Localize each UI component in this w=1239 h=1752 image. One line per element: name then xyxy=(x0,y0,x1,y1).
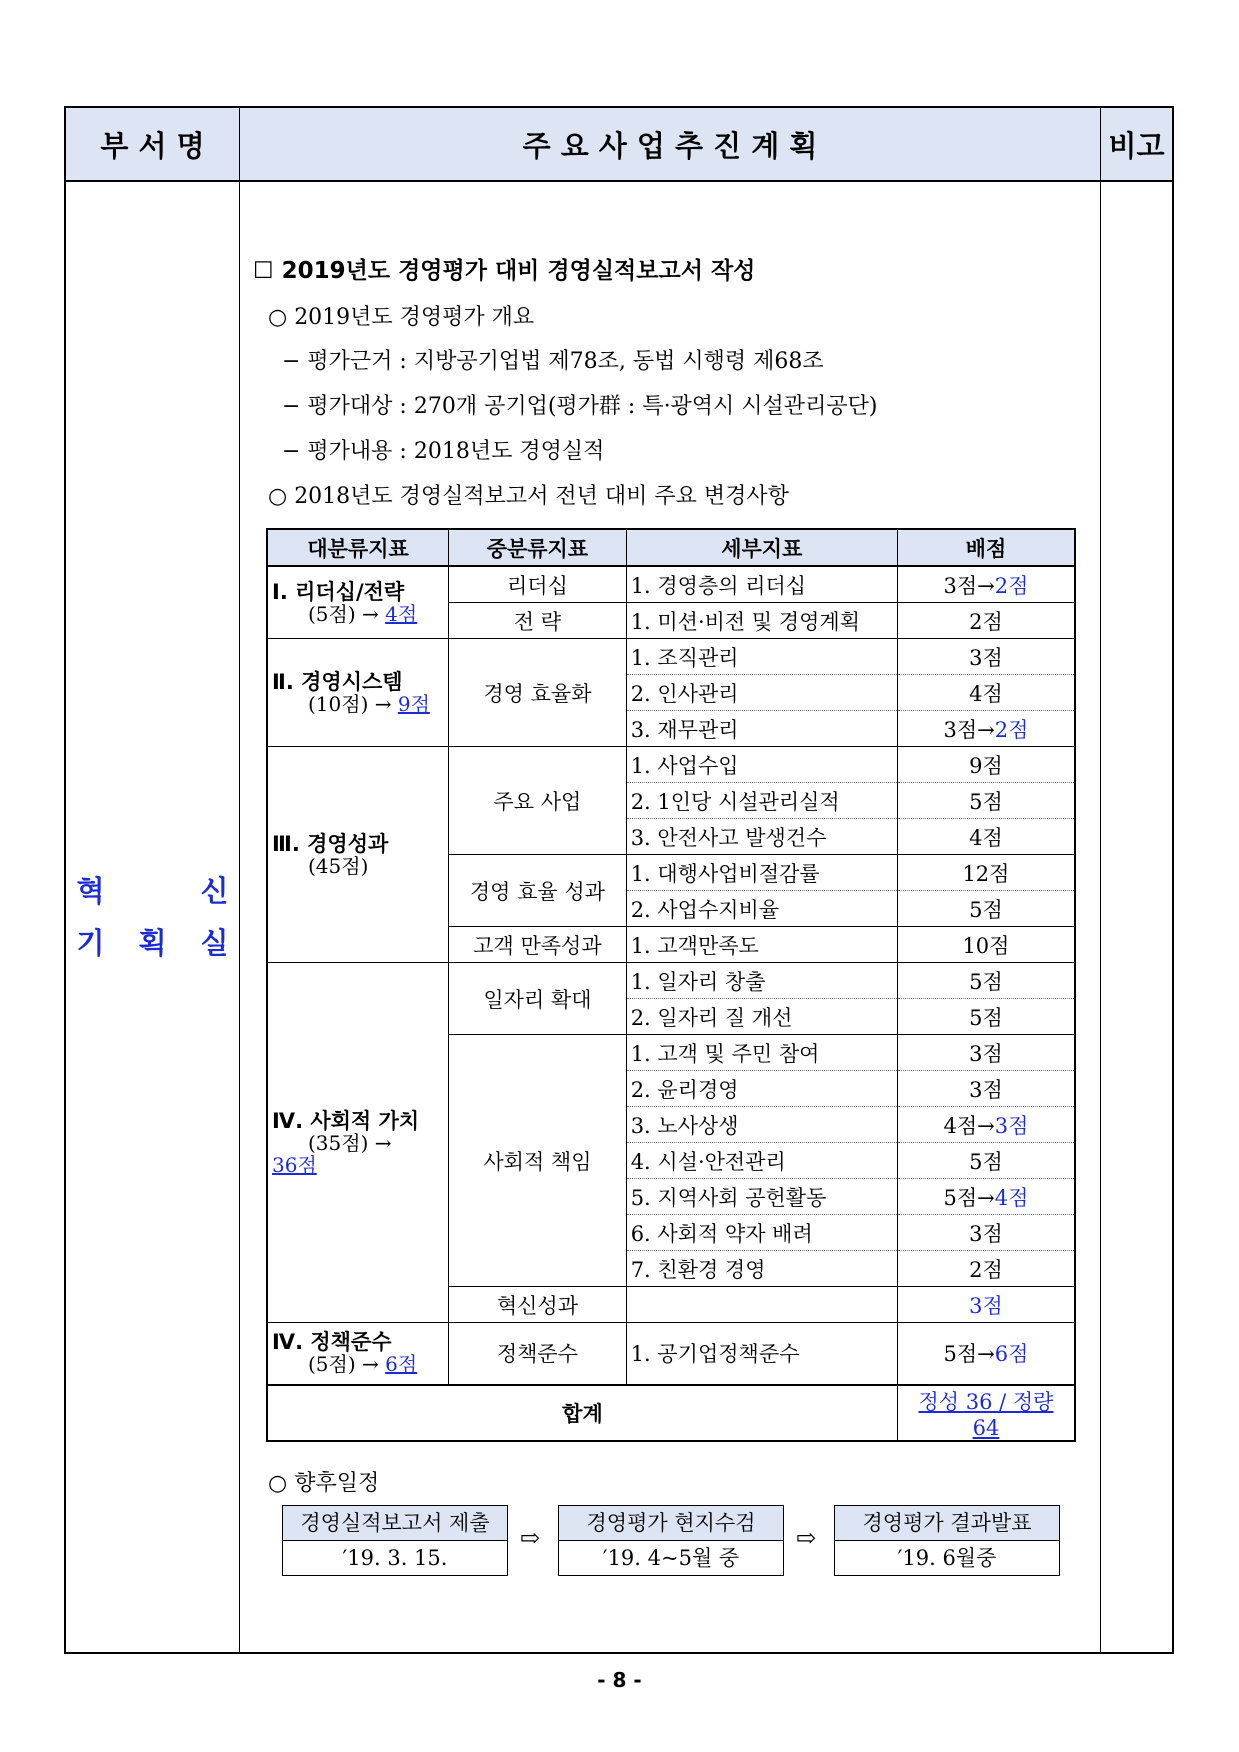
score: 2점 xyxy=(897,603,1075,639)
total-label: 합계 xyxy=(267,1385,897,1441)
total-value: 정성 36 / 정량 64 xyxy=(897,1385,1075,1441)
header-note: 비고 xyxy=(1108,128,1165,163)
table-row xyxy=(267,747,1075,783)
category-score: (5점) → xyxy=(308,601,386,626)
table-row xyxy=(267,566,1075,603)
category-name: Ⅱ. 경영시스템 xyxy=(272,669,403,694)
category-score: (45점) xyxy=(308,853,369,878)
dept-name xyxy=(66,180,239,1654)
score: 4점→ xyxy=(943,1113,995,1138)
score-new: 4점 xyxy=(994,1185,1029,1210)
detail-indicator: 3. 노사상생 xyxy=(626,1107,897,1143)
detail-indicator: 2. 1인당 시설관리실적 xyxy=(626,783,897,819)
mid-indicator: 경영 효율화 xyxy=(449,639,627,747)
score: 9점 xyxy=(897,747,1075,783)
dept-char: 기 xyxy=(76,926,105,960)
score: 3점 xyxy=(897,639,1075,675)
score: 4점 xyxy=(897,819,1075,855)
step-label: 경영실적보고서 제출 xyxy=(283,1506,507,1541)
score-new: 6점 xyxy=(994,1342,1029,1367)
mid-indicator: 고객 만족성과 xyxy=(449,927,627,963)
category-name: Ⅲ. 경영성과 xyxy=(272,831,389,856)
schedule-step xyxy=(282,1505,508,1576)
category-score: (10점) → xyxy=(308,691,398,716)
detail-indicator: 1. 대행사업비절감률 xyxy=(626,855,897,891)
detail-indicator: 1. 고객만족도 xyxy=(626,927,897,963)
detail-indicator: 1. 고객 및 주민 참여 xyxy=(626,1035,897,1071)
category-score-new: 9점 xyxy=(397,691,430,716)
score: 5점→ xyxy=(943,1342,995,1367)
score: 5점 xyxy=(897,999,1075,1035)
detail-indicator: 2. 일자리 질 개선 xyxy=(626,999,897,1035)
detail-indicator: 1. 조직관리 xyxy=(626,639,897,675)
mid-indicator: 일자리 확대 xyxy=(449,963,627,1035)
score: 3점 xyxy=(897,1071,1075,1107)
page-number: - 8 - xyxy=(597,1668,642,1692)
arrow-right-icon: ⇨ xyxy=(520,1524,541,1552)
score-new: 2점 xyxy=(994,717,1029,742)
mid-indicator: 리더십 xyxy=(449,566,627,603)
header-dept: 부 서 명 xyxy=(100,128,205,163)
detail-indicator: 3. 안전사고 발생건수 xyxy=(626,819,897,855)
score: 5점 xyxy=(897,963,1075,999)
divider xyxy=(239,108,240,1652)
detail-indicator: 2. 인사관리 xyxy=(626,675,897,711)
score-new: 3점 xyxy=(897,1287,1075,1323)
section-title: ☐ 2019년도 경영평가 대비 경영실적보고서 작성 xyxy=(253,258,756,284)
mid-indicator: 전 략 xyxy=(449,603,627,639)
eval-target: − 평가대상 : 270개 공기업(평가群 : 특·광역시 시설관리공단) xyxy=(282,394,878,419)
detail-indicator: 4. 시설·안전관리 xyxy=(626,1143,897,1179)
dept-char: 신 xyxy=(200,874,229,908)
detail-indicator: 2. 윤리경영 xyxy=(626,1071,897,1107)
detail-indicator xyxy=(626,1287,897,1323)
detail-indicator: 7. 친환경 경영 xyxy=(626,1251,897,1287)
category-score: (5점) → xyxy=(308,1352,386,1377)
detail-indicator: 2. 사업수지비율 xyxy=(626,891,897,927)
score-new: 3점 xyxy=(994,1113,1029,1138)
mid-indicator: 사회적 책임 xyxy=(449,1035,627,1287)
score: 2점 xyxy=(897,1251,1075,1287)
category-cell xyxy=(267,963,449,1323)
col-header: 세부지표 xyxy=(626,529,897,566)
table-row xyxy=(267,639,1075,675)
category-cell xyxy=(267,1323,449,1385)
category-score: (35점) → xyxy=(308,1130,392,1155)
total-row xyxy=(267,1385,1075,1441)
header-plan: 주 요 사 업 추 진 계 획 xyxy=(522,128,818,163)
dept-char: 실 xyxy=(200,926,229,960)
divider xyxy=(1100,108,1101,1652)
changes-heading: ○ 2018년도 경영실적보고서 전년 대비 주요 변경사항 xyxy=(268,484,789,509)
score: 3점 xyxy=(897,1035,1075,1071)
detail-indicator: 5. 지역사회 공헌활동 xyxy=(626,1179,897,1215)
col-header: 배점 xyxy=(897,529,1075,566)
detail-indicator: 1. 미션·비전 및 경영계획 xyxy=(626,603,897,639)
mid-indicator: 주요 사업 xyxy=(449,747,627,855)
score: 5점 xyxy=(897,1143,1075,1179)
detail-indicator: 1. 공기업정책준수 xyxy=(626,1323,897,1385)
detail-indicator: 3. 재무관리 xyxy=(626,711,897,747)
eval-basis: − 평가근거 : 지방공기업법 제78조, 동법 시행령 제68조 xyxy=(282,349,824,374)
category-score-new: 4점 xyxy=(385,601,418,626)
step-date: ′19. 6월중 xyxy=(897,1546,997,1570)
col-header: 중분류지표 xyxy=(449,529,627,566)
score: 5점 xyxy=(897,783,1075,819)
mid-indicator: 경영 효율 성과 xyxy=(449,855,627,927)
col-header: 대분류지표 xyxy=(267,529,449,566)
category-score-new: 36점 xyxy=(272,1152,317,1177)
category-name: Ⅳ. 사회적 가치 xyxy=(272,1108,420,1133)
detail-indicator: 1. 일자리 창출 xyxy=(626,963,897,999)
score: 4점 xyxy=(897,675,1075,711)
category-cell xyxy=(267,639,449,747)
arrow-right-icon: ⇨ xyxy=(796,1524,817,1552)
category-cell xyxy=(267,566,449,639)
header-row xyxy=(66,108,1172,182)
step-label: 경영평가 현지수검 xyxy=(559,1506,783,1541)
detail-indicator: 1. 경영층의 리더십 xyxy=(626,566,897,603)
category-score-new: 6점 xyxy=(385,1352,418,1377)
eval-content: − 평가내용 : 2018년도 경영실적 xyxy=(282,439,605,464)
category-name: Ⅰ. 리더십/전략 xyxy=(272,579,405,604)
score: 5점→ xyxy=(943,1185,995,1210)
schedule-step xyxy=(558,1505,784,1576)
score: 3점→ xyxy=(943,717,995,742)
category-cell xyxy=(267,747,449,963)
score: 5점 xyxy=(897,891,1075,927)
step-label: 경영평가 결과발표 xyxy=(835,1506,1059,1541)
schedule-heading: ○ 향후일정 xyxy=(268,1471,380,1496)
dept-char: 혁 xyxy=(76,874,105,908)
score: 12점 xyxy=(897,855,1075,891)
score: 10점 xyxy=(897,927,1075,963)
schedule-step xyxy=(834,1505,1060,1576)
indicator-table xyxy=(266,528,1076,1442)
table-row xyxy=(267,1323,1075,1385)
dept-char: 획 xyxy=(138,926,167,960)
score-new: 2점 xyxy=(994,573,1029,598)
overview-heading: ○ 2019년도 경영평가 개요 xyxy=(268,305,535,330)
category-name: Ⅳ. 정책준수 xyxy=(272,1330,392,1355)
mid-indicator: 혁신성과 xyxy=(449,1287,627,1323)
step-date: ′19. 3. 15. xyxy=(342,1546,448,1570)
table-row xyxy=(267,963,1075,999)
step-date: ′19. 4~5월 중 xyxy=(602,1546,740,1570)
score: 3점 xyxy=(897,1215,1075,1251)
detail-indicator: 6. 사회적 약자 배려 xyxy=(626,1215,897,1251)
mid-indicator: 정책준수 xyxy=(449,1323,627,1385)
detail-indicator: 1. 사업수입 xyxy=(626,747,897,783)
score: 3점→ xyxy=(943,573,995,598)
